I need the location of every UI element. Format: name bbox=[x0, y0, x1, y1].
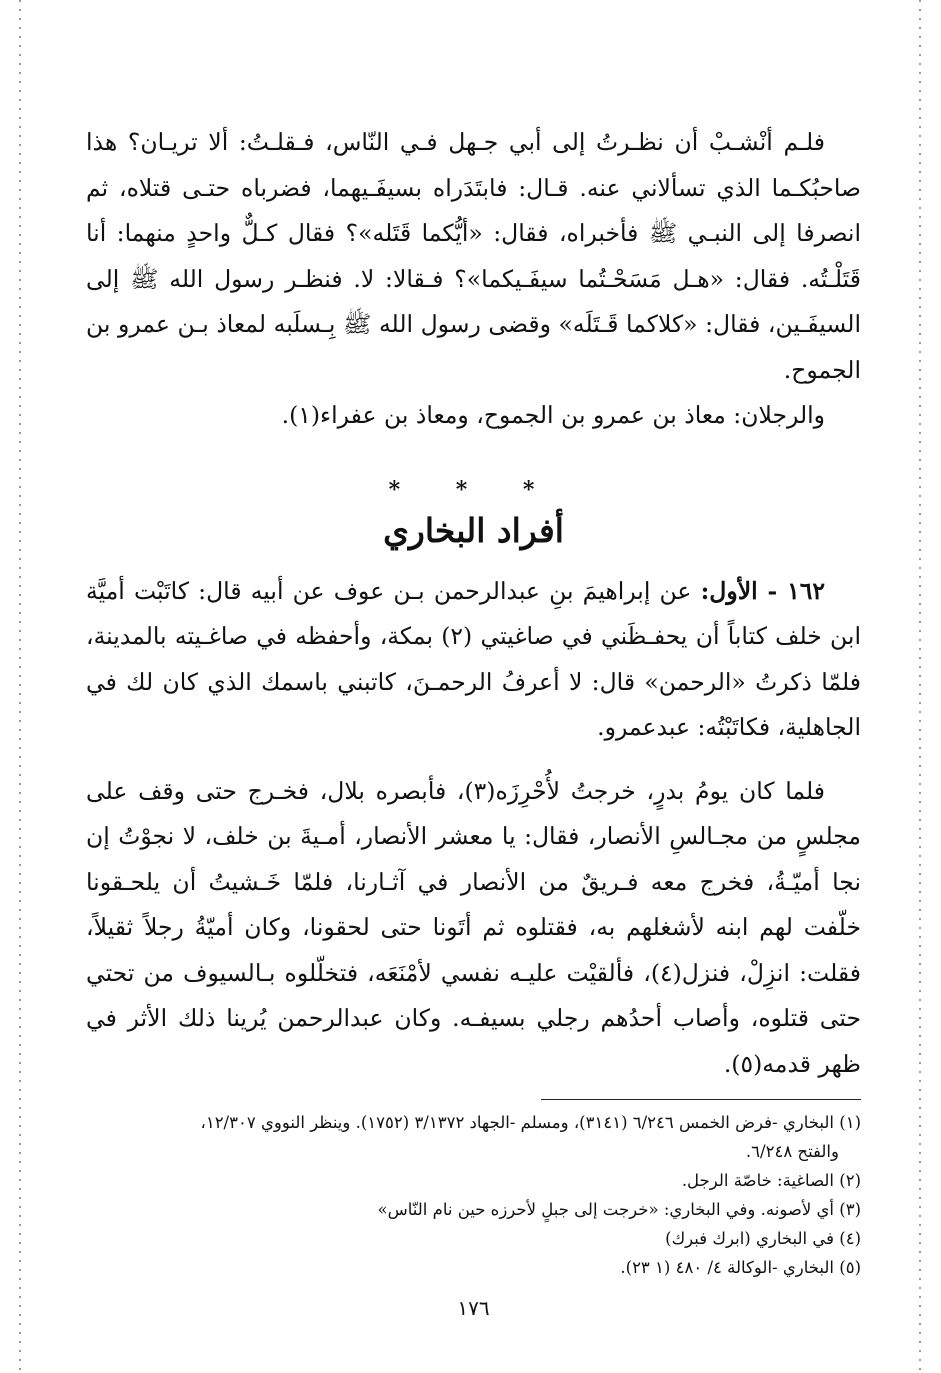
paragraph-hadith-162 bbox=[86, 569, 861, 751]
hadith-text: عن إبراهيمَ بنِ عبدالرحمن بـن عوف عن أبيه قال: كاتَبْت أميَّة ابن خلف كتاباً أن يحفـظَني في صاغيتي (٢) بمكة، وأحفظه في صاغـيته بالمدينة، فلمّا ذكرتُ «الرحمن» قال: لا أعرفُ الرحمـنَ، كاتبني باسمك الذي كان لك في الجاهلية، فكاتَبْتُه: عبدعمرو. bbox=[86, 576, 861, 741]
paragraph-abu-jahl: فلـم أنْشـبْ أن نظـرتُ إلى أبي جـهل فـي النّاس، فـقلـتُ: ألا تريـان؟ هذا صاحبُكـما الذي تسألاني عنه. قـال: فابتَدَراه بسيفَـيهما، فضرباه حتـى قتلاه، ثم انصرفا إلى النبـي ﷺ فأخبراه، فقال: «أيُّكما قَتَله»؟ فقال كـلٌّ واحدٍ منهما: أنا قَتَلْـتُه. فقال: «هـل مَسَحْـتُما سيفَـيكما»؟ فـقالا: لا. فنظـر رسول الله ﷺ إلى السيفَـين، فقال: «كلاكما قَـتَلَه» وقضى رسول الله ﷺ بِـسلَبه لمعاذ بـن عمرو بن الجموح. bbox=[86, 128, 861, 384]
section-separator: * * * bbox=[388, 476, 559, 503]
paragraph-day-of-badr: فلما كان يومُ بدرٍ، خرجتُ لأُحْرِزَه(٣)، فأبصره بلال، فخـرج حتى وقف على مجلسٍ من مجـالسِ الأنصار، فقال: يا معشر الأنصار، أمـيةَ بن خلف، لا نجوْتُ إن نجا أميّـةُ، فخرج معه فـريقٌ من الأنصار في آثـارنا، فلمّا خَـشيتُ أن يلحـقونا خلّفت لهم ابنه لأشغلهم به، فقتلوه ثم أتَونا حتى لحقونا، وكان أميّةُ رجلاً ثقيلاً، فقلت: انزِلْ، فنزل(٤)، فألقيْت عليـه نفسي لأمْنَعَه، فتخلّلوه بـالسيوف من تحتي حتى قتلوه، وأصاب أحدُهم رجلي بسيفـه. وكان عبدالرحمن يُرينا ذلك الأثر في ظهر قدمه(٥). bbox=[86, 776, 861, 1078]
footnote-3: (٣) أي لأصونه. وفي البخاري: «خرجت إلى جبلٍ لأحرزه حين نام النّاس» bbox=[377, 1200, 861, 1219]
section-heading: أفراد البخاري bbox=[383, 510, 564, 550]
page-number: ١٧٦ bbox=[457, 1296, 490, 1320]
hadith-number: ١٦٢ - الأول: bbox=[700, 576, 825, 605]
footnote-rule bbox=[541, 1099, 861, 1100]
page-body bbox=[86, 120, 861, 1320]
footnote-4: (٤) في البخاري (ابرك فبرك) bbox=[665, 1229, 861, 1248]
left-margin-dotted-line bbox=[19, 0, 21, 1373]
footnote-1-continued: والفتح ٦/٢٤٨. bbox=[745, 1142, 839, 1161]
right-margin-dotted-line bbox=[919, 0, 921, 1373]
footnote-1: (١) البخاري -فرض الخمس ٦/٢٤٦ (٣١٤١)، ومسلم -الجهاد ٣/١٣٧٢ (١٧٥٢). وينظر النووي ١٢/٣٠٧، bbox=[200, 1113, 861, 1132]
paragraph-two-men: والرجلان: معاذ بن عمرو بن الجموح، ومعاذ بن عفراء(١). bbox=[281, 401, 825, 429]
footnote-5: (٥) البخاري -الوكالة ٤/ ٤٨٠ (١ ٢٣). bbox=[620, 1258, 861, 1277]
footnote-2: (٢) الصاغية: خاصّة الرجل. bbox=[681, 1171, 861, 1190]
